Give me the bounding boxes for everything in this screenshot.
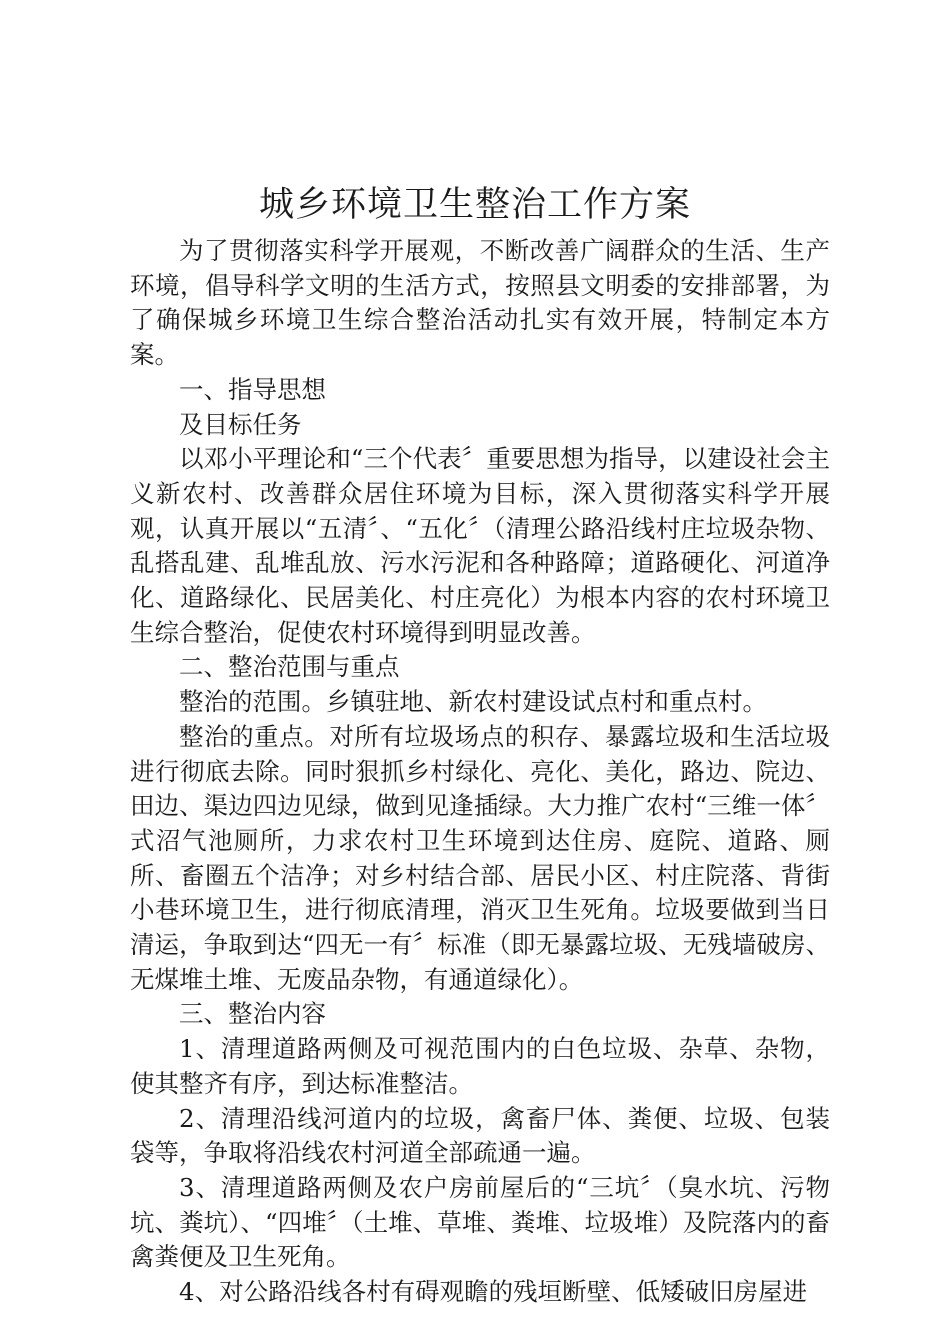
heading-content: 三、整治内容: [179, 999, 326, 1029]
list-item-4: 4、对公路沿线各村有碍观瞻的残垣断壁、低矮破旧房屋进: [179, 1277, 808, 1307]
heading-guiding-ideology: 一、指导思想: [179, 374, 326, 404]
list-item-1: 1、清理道路两侧及可视范围内的白色垃圾、杂草、杂物，使其整齐有序，到达标准整洁。: [130, 1034, 830, 1098]
paragraph-scope: 整治的范围。乡镇驻地、新农村建设试点村和重点村。: [179, 687, 767, 717]
heading-goals-tasks: 及目标任务: [179, 409, 302, 439]
document-title: 城乡环境卫生整治工作方案: [258, 185, 691, 225]
paragraph-guiding-ideology: 以邓小平理论和“三个代表〞重要思想为指导，以建设社会主义新农村、改善群众居住环境为目标，深入贯彻落实科学开展观，认真开展以“五清〞、“五化〞（清理公路沿线村庄垃圾杂物、乱搭乱建、乱堆乱放、污水污泥和各种路障；道路硬化、河道净化、道路绿化、民居美化、村庄亮化）为根本内容的农村环境卫生综合整治，促使农村环境得到明显改善。: [130, 444, 830, 647]
list-item-2: 2、清理沿线河道内的垃圾，禽畜尸体、粪便、垃圾、包装袋等，争取将沿线农村河道全部疏通一遍。: [130, 1103, 830, 1168]
heading-scope-focus: 二、整治范围与重点: [179, 652, 400, 682]
paragraph-intro: 为了贯彻落实科学开展观，不断改善广阔群众的生活、生产环境，倡导科学文明的生活方式，按照县文明委的安排部署，为了确保城乡环境卫生综合整治活动扎实有效开展，特制定本方案。: [130, 236, 830, 370]
list-item-3: 3、清理道路两侧及农户房前屋后的“三坑〞（臭水坑、污物坑、粪坑）、“四堆〞（土堆、草堆、粪堆、垃圾堆）及院落内的畜禽粪便及卫生死角。: [130, 1172, 830, 1272]
paragraph-focus: 整治的重点。对所有垃圾场点的积存、暴露垃圾和生活垃圾进行彻底去除。同时狠抓乡村绿化、亮化、美化，路边、院边、田边、渠边四边见绿，做到见逢插绿。大力推广农村“三维一体〞式沼气池厕所，力求农村卫生环境到达住房、庭院、道路、厕所、畜圈五个洁净；对乡村结合部、居民小区、村庄院落、背街小巷环境卫生，进行彻底清理，消灭卫生死角。垃圾要做到当日清运，争取到达“四无一有〞标准（即无暴露垃圾、无残墙破房、无煤堆土堆、无废品杂物，有通道绿化）。: [130, 721, 830, 994]
document-body: [130, 234, 830, 1310]
